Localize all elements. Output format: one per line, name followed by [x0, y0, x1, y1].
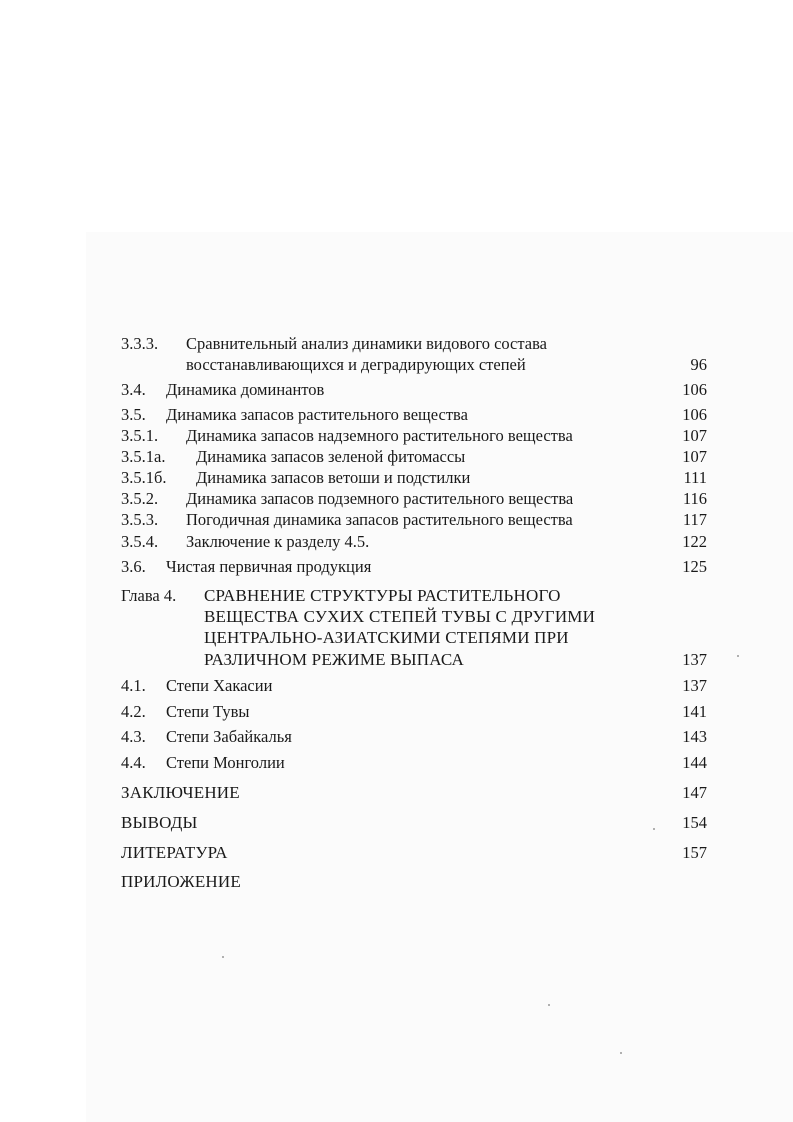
toc-title-chapter-4-line2: ВЕЩЕСТВА СУХИХ СТЕПЕЙ ТУВЫ С ДРУГИМИ: [204, 607, 596, 626]
toc-title-chapter-4-line4: РАЗЛИЧНОМ РЕЖИМЕ ВЫПАСА: [204, 650, 465, 669]
scan-speck: [222, 956, 224, 958]
toc-number-3-5-3: 3.5.3.: [121, 510, 159, 529]
toc-title-3-3-3-line2: восстанавливающихся и деградирующих степей: [186, 355, 526, 374]
toc-title-3-5-1a: Динамика запасов зеленой фитомассы: [196, 447, 466, 466]
toc-page-4-4: 144: [682, 753, 707, 772]
scan-speck: [653, 828, 655, 830]
toc-page-3-5-1: 107: [682, 426, 707, 445]
scan-speck: [620, 1052, 622, 1054]
toc-page-3-5-3: 117: [682, 510, 707, 529]
toc-title-references: ЛИТЕРАТУРА: [121, 843, 228, 862]
toc-number-4-1: 4.1.: [121, 676, 146, 695]
toc-title-findings: ВЫВОДЫ: [121, 813, 198, 832]
toc-number-3-5-1a: 3.5.1а.: [121, 447, 166, 466]
toc-number-3-5: 3.5.: [121, 405, 146, 424]
toc-title-4-3: Степи Забайкалья: [166, 727, 292, 746]
toc-page-4-3: 143: [682, 727, 707, 746]
toc-number-3-5-2: 3.5.2.: [121, 489, 159, 508]
toc-title-4-2: Степи Тувы: [166, 702, 250, 721]
toc-number-3-5-1b: 3.5.1б.: [121, 468, 167, 487]
toc-title-3-5-1: Динамика запасов надземного растительного вещества: [186, 426, 573, 445]
toc-page-3-5-1b: 111: [683, 468, 707, 487]
toc-title-chapter-4-line3: ЦЕНТРАЛЬНО-АЗИАТСКИМИ СТЕПЯМИ ПРИ: [204, 628, 569, 647]
toc-number-3-3-3: 3.3.3.: [121, 334, 159, 353]
toc-title-3-5-1b: Динамика запасов ветоши и подстилки: [196, 468, 471, 487]
toc-page-3-4: 106: [682, 380, 707, 399]
toc-page-3-5-1a: 107: [682, 447, 707, 466]
toc-page-references: 157: [682, 843, 707, 862]
toc-title-3-5: Динамика запасов растительного вещества: [166, 405, 468, 424]
toc-title-3-5-3: Погодичная динамика запасов растительного вещества: [186, 510, 573, 529]
toc-number-3-6: 3.6.: [121, 557, 146, 576]
toc-title-appendix: ПРИЛОЖЕНИЕ: [121, 872, 241, 891]
toc-title-4-1: Степи Хакасии: [166, 676, 273, 695]
toc-title-3-5-4: Заключение к разделу 4.5.: [186, 532, 370, 551]
toc-title-3-6: Чистая первичная продукция: [166, 557, 372, 576]
toc-number-3-5-1: 3.5.1.: [121, 426, 159, 445]
toc-number-3-5-4: 3.5.4.: [121, 532, 159, 551]
scan-speck: [548, 1004, 550, 1006]
toc-title-3-4: Динамика доминантов: [166, 380, 325, 399]
toc-page-3-5-4: 122: [682, 532, 707, 551]
toc-number-4-4: 4.4.: [121, 753, 146, 772]
toc-page-4-1: 137: [682, 676, 707, 695]
toc-page-3-6: 125: [682, 557, 707, 576]
toc-title-3-5-2: Динамика запасов подземного растительного вещества: [186, 489, 574, 508]
toc-page-3-5: 106: [682, 405, 707, 424]
toc-page-3-3-3: 96: [690, 355, 707, 374]
toc-number-3-4: 3.4.: [121, 380, 146, 399]
toc-number-chapter-4: Глава 4.: [121, 586, 177, 605]
toc-page-conclusion: 147: [682, 783, 707, 802]
toc-number-4-2: 4.2.: [121, 702, 146, 721]
toc-page-chapter-4: 137: [682, 650, 707, 669]
toc-page-3-5-2: 116: [682, 489, 707, 508]
toc-page-findings: 154: [682, 813, 707, 832]
toc-page-4-2: 141: [682, 702, 707, 721]
toc-title-conclusion: ЗАКЛЮЧЕНИЕ: [121, 783, 240, 802]
toc-title-chapter-4-line1: СРАВНЕНИЕ СТРУКТУРЫ РАСТИТЕЛЬНОГО: [204, 586, 561, 605]
scan-speck: [737, 655, 739, 657]
toc-title-4-4: Степи Монголии: [166, 753, 285, 772]
toc-title-3-3-3-line1: Сравнительный анализ динамики видового состава: [186, 334, 548, 353]
toc-number-4-3: 4.3.: [121, 727, 146, 746]
